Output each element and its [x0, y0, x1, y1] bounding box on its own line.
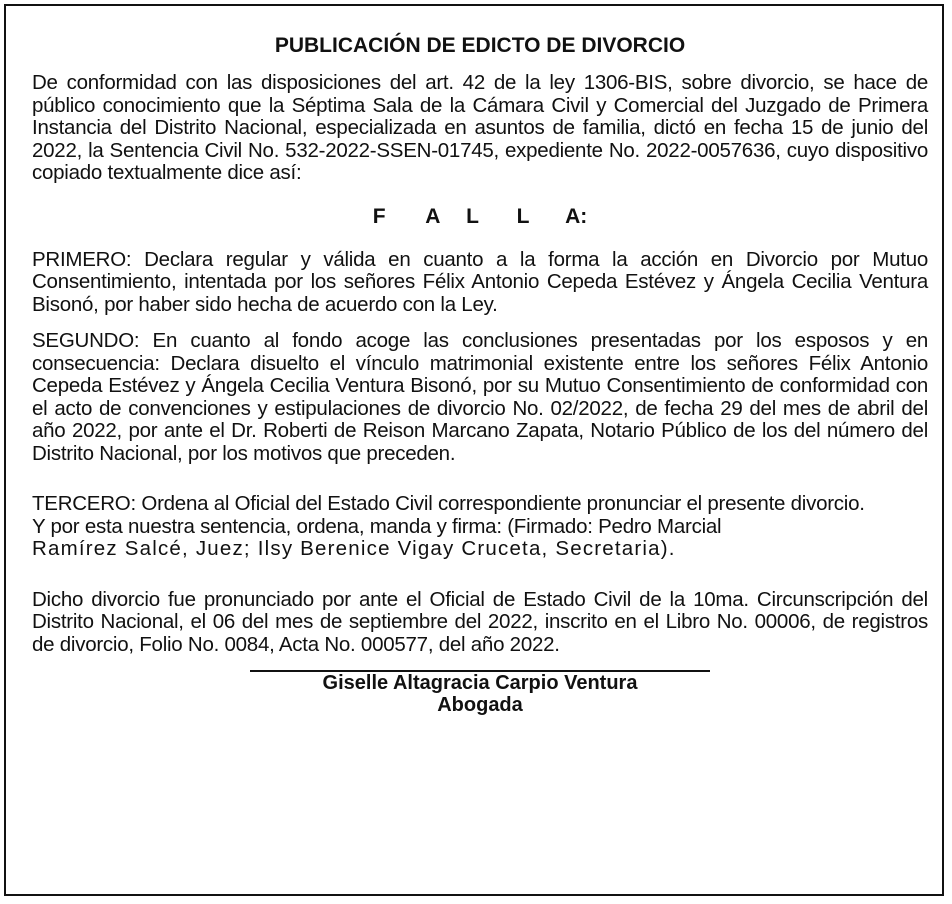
- falla-letter-a1: A: [425, 204, 441, 228]
- segundo-paragraph: SEGUNDO: En cuanto al fondo acoge las conclusiones presentadas por los esposos y en consecuencia: Declara disuelto el vínculo matrimonial existente entre los señores Félix Antonio Cepeda Estévez y Ángela Cecilia Ventura Bisonó, por su Mutuo Consentimiento de conformidad con el acto de convenciones y estipulaciones de divorcio No. 02/2022, de fecha 29 del mes de abril del año 2022, por ante el Dr. Roberti de Reison Marcano Zapata, Notario Público de los del número del Distrito Nacional, por los motivos que preceden.: [32, 329, 928, 465]
- primero-paragraph: PRIMERO: Declara regular y válida en cuanto a la forma la acción en Divorcio por Mutuo Consentimiento, intentada por los señores Félix Antonio Cepeda Estévez y Ángela Cecilia Ventura Bisonó, por haber sido hecha de acuerdo con la Ley.: [32, 247, 928, 316]
- signature-name: Giselle Altagracia Carpio Ventura: [322, 672, 638, 694]
- tercero-paragraph: TERCERO: Ordena al Oficial del Estado Civil correspondiente pronunciar el presente divorcio.: [32, 492, 865, 515]
- intro-paragraph: De conformidad con las disposiciones del art. 42 de la ley 1306-BIS, sobre divorcio, se hace de público conocimiento que la Séptima Sala de la Cámara Civil y Comercial del Juzgado de Primera Instancia del Distrito Nacional, especializada en asuntos de familia, dictó en fecha 15 de junio del 2022, la Sentencia Civil No. 532-2022-SSEN-01745, expediente No. 2022-0057636, cuyo dispositivo copiado textualmente dice así:: [32, 71, 928, 184]
- falla-letter-f: F: [372, 204, 386, 228]
- edict-content: [32, 34, 928, 716]
- final-paragraph: Dicho divorcio fue pronunciado por ante el Oficial de Estado Civil de la 10ma. Circunscripción del Distrito Nacional, el 06 del mes de septiembre del 2022, inscrito en el Libro No. 00006, de registros de divorcio, Folio No. 0084, Acta No. 000577, del año 2022.: [32, 587, 928, 656]
- edict-frame: [4, 4, 944, 896]
- falla-letter-a2: A:: [565, 204, 588, 228]
- firma-line-1: Y por esta nuestra sentencia, ordena, manda y firma: (Firmado: Pedro Marcial: [32, 514, 722, 538]
- falla-letter-l1: L: [466, 204, 479, 228]
- edict-title: PUBLICACIÓN DE EDICTO DE DIVORCIO: [274, 34, 686, 57]
- falla-letter-l2: L: [516, 204, 530, 228]
- falla-heading: [32, 205, 928, 229]
- signature-role: Abogada: [437, 694, 523, 716]
- firma-line-2: Ramírez Salcé, Juez; Ilsy Berenice Vigay Cruceta, Secretaria).: [32, 537, 676, 560]
